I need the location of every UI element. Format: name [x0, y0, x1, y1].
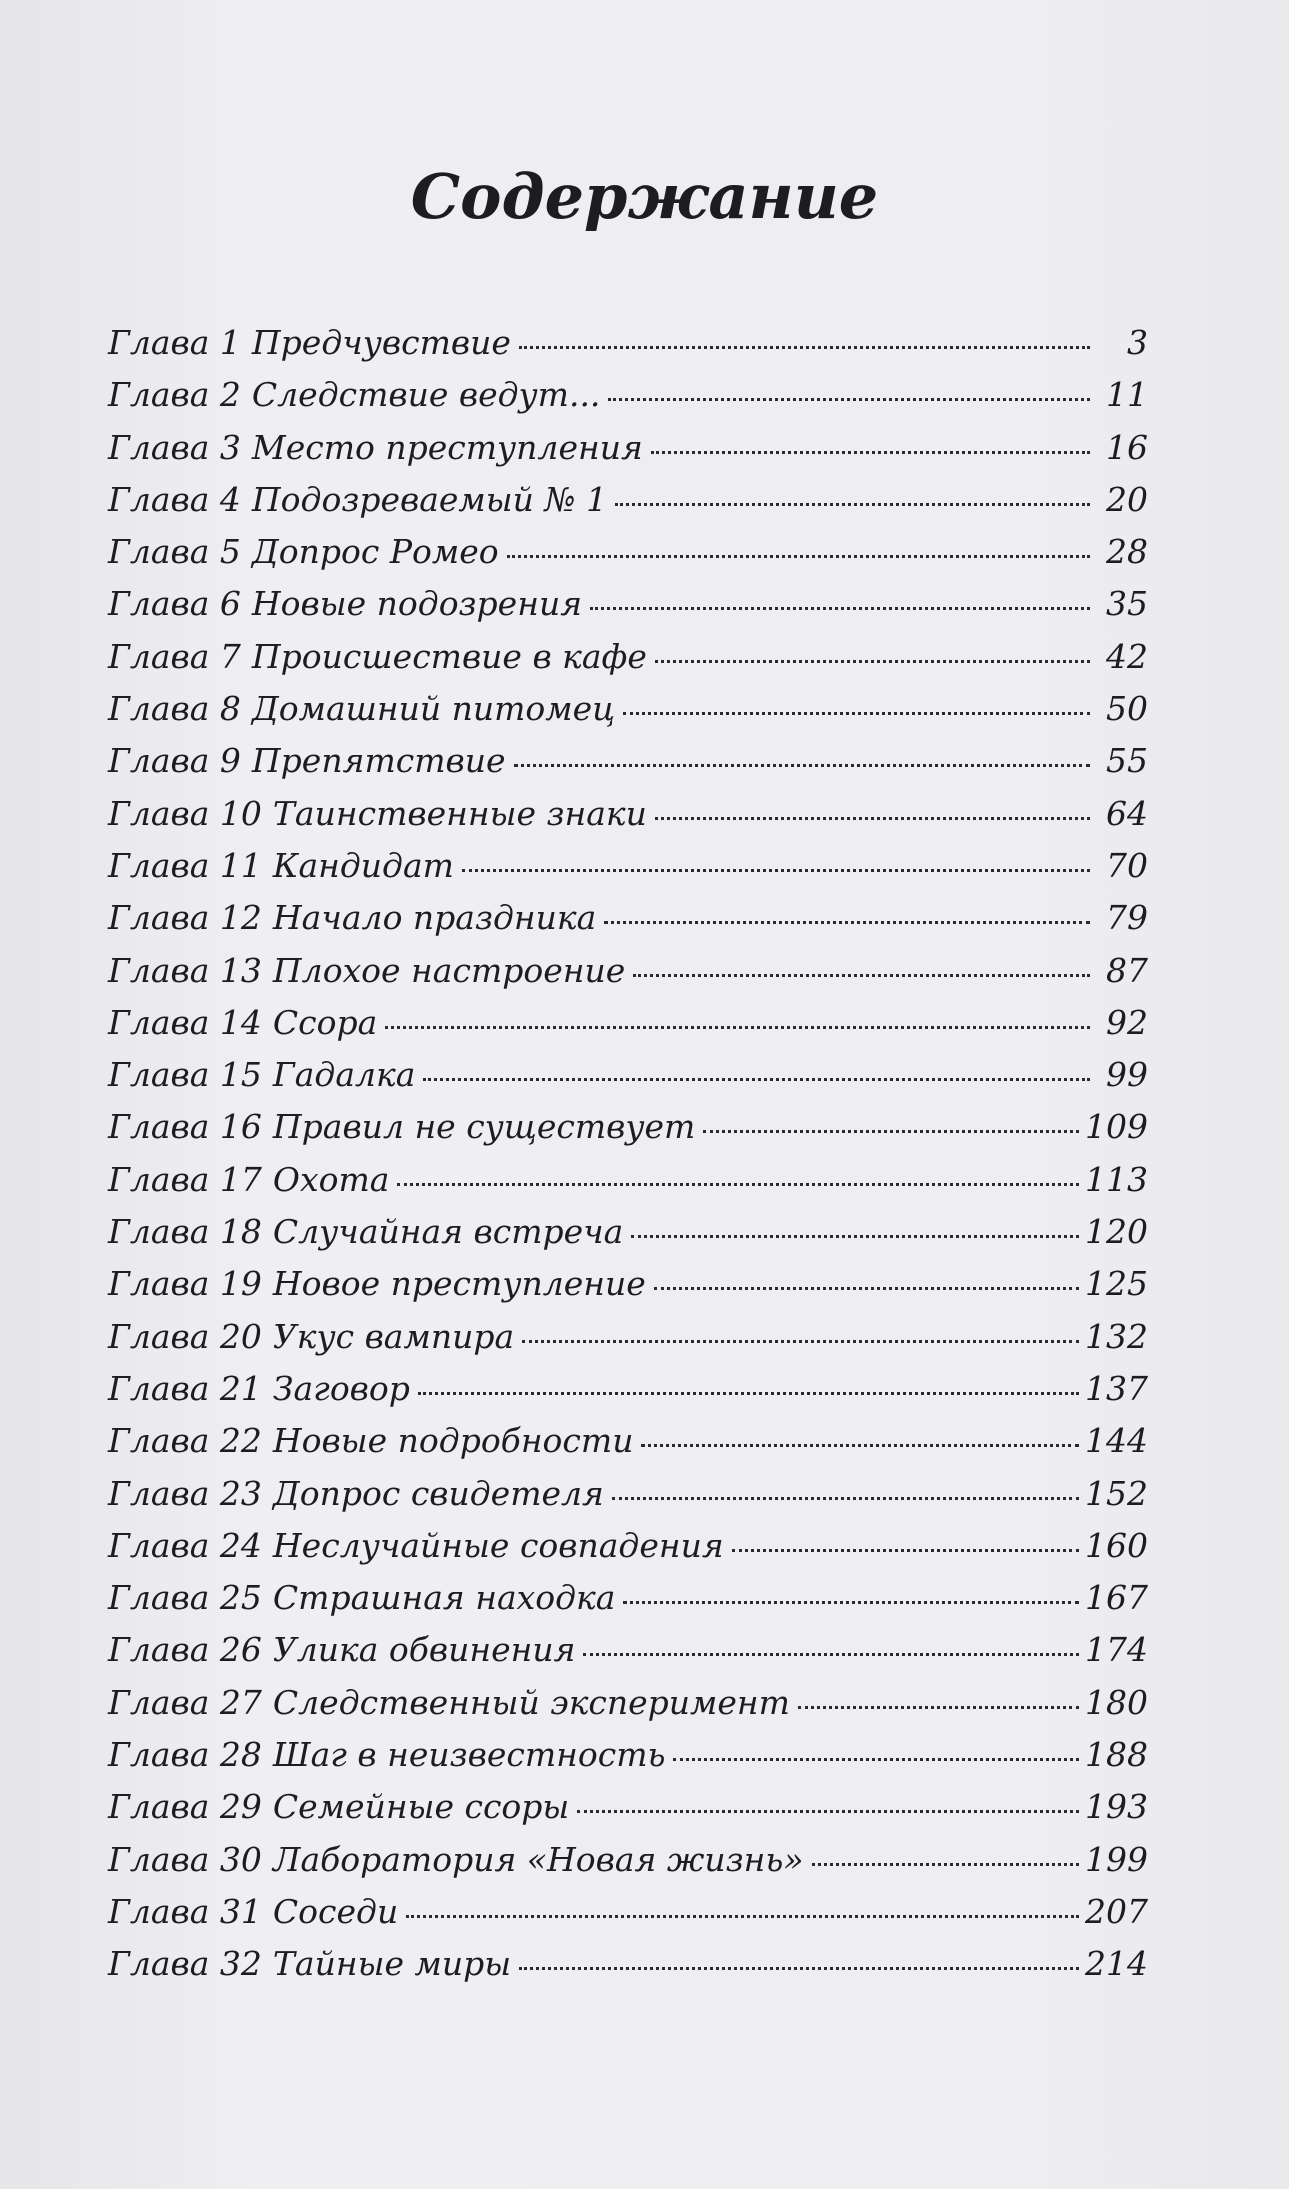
toc-entry: [108, 951, 1148, 1003]
toc-entry: [108, 637, 1148, 689]
chapter-heading: [108, 375, 604, 414]
chapter-number: Глава 5: [108, 532, 241, 572]
toc-entry: [108, 1264, 1148, 1316]
dot-leader: [519, 346, 1090, 349]
chapter-number: Глава 6: [108, 584, 241, 624]
toc-entry: [108, 1630, 1148, 1682]
dot-leader: [423, 1078, 1090, 1081]
toc-entry: [108, 323, 1148, 375]
toc-entry: [108, 1735, 1148, 1787]
chapter-number: Глава 16: [108, 1107, 262, 1147]
chapter-heading: [108, 794, 651, 833]
toc-entry: [108, 1683, 1148, 1735]
page-number: 207: [1085, 1891, 1148, 1931]
chapter-title: Следствие ведут...: [251, 375, 601, 415]
chapter-title: Заговор: [272, 1368, 410, 1408]
chapter-number: Глава 31: [108, 1891, 262, 1931]
chapter-number: Глава 28: [108, 1735, 262, 1775]
chapter-heading: [108, 1160, 393, 1199]
chapter-number: Глава 18: [108, 1212, 262, 1252]
dot-leader: [462, 869, 1090, 872]
toc-entry: [108, 898, 1148, 950]
page-number: 99: [1106, 1055, 1148, 1095]
chapter-title: Тайные миры: [272, 1944, 512, 1984]
page-number: 42: [1106, 636, 1148, 676]
chapter-title: Происшествие в кафе: [251, 636, 647, 676]
page-number: 137: [1085, 1368, 1148, 1408]
table-of-contents: [108, 323, 1148, 1997]
chapter-title: Укус вампира: [272, 1316, 515, 1356]
toc-entry: [108, 741, 1148, 793]
chapter-number: Глава 10: [108, 793, 262, 833]
page-number: 167: [1085, 1578, 1148, 1618]
page-number: 92: [1106, 1002, 1148, 1042]
chapter-heading: [108, 846, 458, 885]
toc-entry: [108, 1317, 1148, 1369]
toc-entry: [108, 1526, 1148, 1578]
page-number: 64: [1106, 793, 1148, 833]
chapter-title: Гадалка: [272, 1055, 416, 1095]
toc-entry: [108, 1892, 1148, 1944]
page-number: 144: [1085, 1421, 1148, 1461]
dot-leader: [655, 660, 1090, 663]
dot-leader: [604, 921, 1090, 924]
chapter-number: Глава 30: [108, 1839, 262, 1879]
chapter-heading: [108, 1683, 794, 1722]
page-number: 188: [1085, 1735, 1148, 1775]
dot-leader: [641, 1444, 1079, 1447]
chapter-title: Следственный эксперимент: [272, 1682, 790, 1722]
dot-leader: [519, 1967, 1079, 1970]
chapter-heading: [108, 480, 611, 519]
dot-leader: [418, 1392, 1079, 1395]
chapter-heading: [108, 584, 586, 623]
chapter-number: Глава 8: [108, 689, 241, 729]
chapter-title: Плохое настроение: [272, 950, 626, 990]
chapter-heading: [108, 1892, 402, 1931]
chapter-title: Страшная находка: [272, 1578, 616, 1618]
page-number: 152: [1085, 1473, 1148, 1513]
chapter-heading: [108, 951, 629, 990]
chapter-number: Глава 21: [108, 1368, 262, 1408]
chapter-title: Допрос Ромео: [251, 532, 499, 572]
toc-entry: [108, 1578, 1148, 1630]
page-number: 125: [1085, 1264, 1148, 1304]
dot-leader: [655, 817, 1090, 820]
page-number: 11: [1106, 375, 1148, 415]
dot-leader: [406, 1915, 1079, 1918]
toc-entry: [108, 532, 1148, 584]
chapter-heading: [108, 1003, 381, 1042]
dot-leader: [514, 764, 1091, 767]
chapter-title: Случайная встреча: [272, 1212, 624, 1252]
toc-entry: [108, 584, 1148, 636]
chapter-title: Улика обвинения: [272, 1630, 576, 1670]
dot-leader: [507, 555, 1090, 558]
page-number: 193: [1085, 1787, 1148, 1827]
chapter-number: Глава 25: [108, 1578, 262, 1618]
page-number: 174: [1085, 1630, 1148, 1670]
chapter-number: Глава 29: [108, 1787, 262, 1827]
chapter-number: Глава 27: [108, 1682, 262, 1722]
dot-leader: [703, 1130, 1079, 1133]
dot-leader: [651, 451, 1090, 454]
chapter-heading: [108, 898, 600, 937]
dot-leader: [397, 1183, 1079, 1186]
page-number: 3: [1127, 323, 1148, 362]
toc-entry: [108, 1474, 1148, 1526]
page-number: 199: [1085, 1839, 1148, 1879]
chapter-heading: [108, 1787, 573, 1826]
chapter-number: Глава 22: [108, 1421, 262, 1461]
dot-leader: [654, 1287, 1079, 1290]
chapter-heading: [108, 1421, 637, 1460]
page-number: 214: [1085, 1944, 1148, 1984]
page-number: 55: [1106, 741, 1148, 781]
page-number: 132: [1085, 1316, 1148, 1356]
toc-entry: [108, 1421, 1148, 1473]
chapter-heading: [108, 1474, 608, 1513]
chapter-title: Предчувствие: [251, 323, 511, 362]
dot-leader: [583, 1653, 1079, 1656]
chapter-heading: [108, 1264, 650, 1303]
chapter-title: Таинственные знаки: [272, 793, 647, 833]
chapter-number: Глава 24: [108, 1525, 262, 1565]
toc-entry: [108, 1944, 1148, 1996]
page-number: 20: [1106, 479, 1148, 519]
chapter-title: Новые подозрения: [251, 584, 583, 624]
page-number: 35: [1106, 584, 1148, 624]
chapter-number: Глава 17: [108, 1159, 262, 1199]
chapter-title: Начало праздника: [272, 898, 597, 938]
dot-leader: [633, 974, 1090, 977]
chapter-heading: [108, 1526, 728, 1565]
dot-leader: [732, 1549, 1079, 1552]
toc-entry: [108, 1055, 1148, 1107]
page-title: Содержание: [410, 159, 879, 233]
chapter-heading: [108, 1840, 808, 1879]
chapter-number: Глава 14: [108, 1002, 262, 1042]
chapter-number: Глава 19: [108, 1264, 262, 1304]
dot-leader: [631, 1235, 1079, 1238]
chapter-number: Глава 12: [108, 898, 262, 938]
chapter-heading: [108, 637, 651, 676]
page-number: 113: [1085, 1159, 1148, 1199]
chapter-heading: [108, 323, 515, 362]
chapter-number: Глава 3: [108, 427, 241, 467]
chapter-title: Шаг в неизвестность: [272, 1735, 666, 1775]
dot-leader: [608, 398, 1090, 401]
chapter-number: Глава 7: [108, 636, 241, 676]
page-number: 70: [1106, 845, 1148, 885]
chapter-title: Соседи: [272, 1891, 399, 1931]
chapter-number: Глава 15: [108, 1055, 262, 1095]
page-number: 28: [1106, 532, 1148, 572]
chapter-number: Глава 1: [108, 323, 241, 362]
toc-entry: [108, 375, 1148, 427]
chapter-title: Домашний питомец: [251, 689, 616, 729]
dot-leader: [385, 1026, 1090, 1029]
chapter-heading: [108, 1317, 518, 1356]
page-number: 79: [1106, 898, 1148, 938]
dot-leader: [673, 1758, 1079, 1761]
chapter-heading: [108, 428, 647, 467]
chapter-title: Препятствие: [251, 741, 506, 781]
page-number: 50: [1106, 689, 1148, 729]
dot-leader: [615, 503, 1090, 506]
toc-entry: [108, 428, 1148, 480]
chapter-heading: [108, 689, 619, 728]
dot-leader: [623, 1601, 1079, 1604]
chapter-title: Подозреваемый № 1: [251, 479, 608, 519]
chapter-number: Глава 13: [108, 950, 262, 990]
chapter-number: Глава 4: [108, 479, 241, 519]
toc-entry: [108, 1107, 1148, 1159]
page-number: 160: [1085, 1525, 1148, 1565]
dot-leader: [577, 1810, 1079, 1813]
page-number: 180: [1085, 1682, 1148, 1722]
toc-entry: [108, 1787, 1148, 1839]
page-number: 109: [1085, 1107, 1148, 1147]
toc-entry: [108, 794, 1148, 846]
dot-leader: [522, 1340, 1079, 1343]
chapter-heading: [108, 1944, 515, 1983]
chapter-heading: [108, 1630, 579, 1669]
chapter-title: Семейные ссоры: [272, 1787, 570, 1827]
chapter-title: Неслучайные совпадения: [272, 1525, 724, 1565]
chapter-heading: [108, 1212, 627, 1251]
toc-entry: [108, 689, 1148, 741]
chapter-number: Глава 26: [108, 1630, 262, 1670]
page-number: 120: [1085, 1212, 1148, 1252]
toc-entry: [108, 1369, 1148, 1421]
chapter-number: Глава 11: [108, 845, 262, 885]
chapter-number: Глава 9: [108, 741, 241, 781]
chapter-heading: [108, 532, 503, 571]
chapter-heading: [108, 1369, 414, 1408]
dot-leader: [798, 1706, 1079, 1709]
dot-leader: [612, 1497, 1079, 1500]
chapter-title: Правил не существует: [272, 1107, 696, 1147]
chapter-title: Допрос свидетеля: [272, 1473, 604, 1513]
dot-leader: [812, 1863, 1079, 1866]
chapter-number: Глава 20: [108, 1316, 262, 1356]
chapter-number: Глава 32: [108, 1944, 262, 1984]
toc-entry: [108, 480, 1148, 532]
chapter-title: Новое преступление: [272, 1264, 646, 1304]
chapter-heading: [108, 1735, 669, 1774]
chapter-heading: [108, 741, 510, 780]
chapter-title: Новые подробности: [272, 1421, 634, 1461]
chapter-title: Охота: [272, 1159, 390, 1199]
dot-leader: [590, 607, 1090, 610]
page-number: 16: [1106, 427, 1148, 467]
toc-entry: [108, 1160, 1148, 1212]
toc-entry: [108, 846, 1148, 898]
toc-entry: [108, 1840, 1148, 1892]
chapter-title: Место преступления: [251, 427, 643, 467]
chapter-heading: [108, 1107, 699, 1146]
chapter-title: Кандидат: [272, 845, 454, 885]
chapter-heading: [108, 1578, 619, 1617]
chapter-title: Лаборатория «Новая жизнь»: [272, 1839, 804, 1879]
chapter-heading: [108, 1055, 419, 1094]
chapter-number: Глава 23: [108, 1473, 262, 1513]
chapter-title: Ссора: [272, 1002, 378, 1042]
dot-leader: [623, 712, 1090, 715]
chapter-number: Глава 2: [108, 375, 241, 415]
toc-entry: [108, 1212, 1148, 1264]
toc-entry: [108, 1003, 1148, 1055]
page-number: 87: [1106, 950, 1148, 990]
